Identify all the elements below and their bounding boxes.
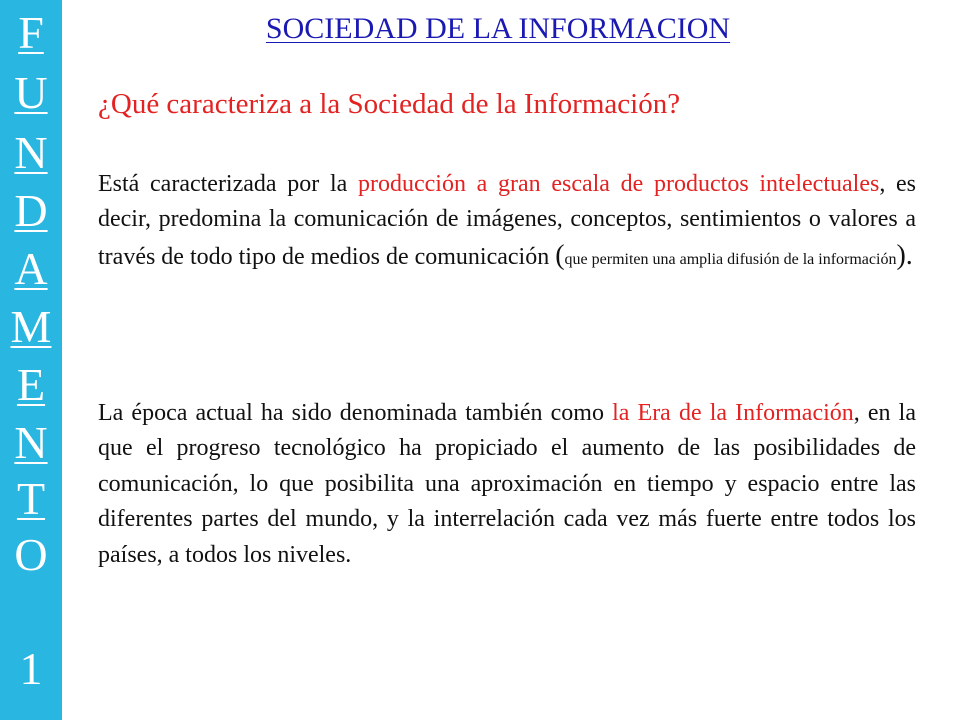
small-note-text: que permiten una amplia difusión de la información: [564, 250, 897, 268]
paragraph-information-era: [98, 396, 916, 573]
paragraph-text: , en la que el progreso tecnológico ha propiciado el aumento de las posibilidades de comunicación, lo que posibilita una aproximación en tiempo y espacio entre las diferentes partes del mundo, y la interrelación cada vez más fuerte entre todos los países, a todos los niveles.: [98, 400, 916, 568]
section-question: ¿Qué caracteriza a la Sociedad de la Información?: [98, 88, 681, 120]
sidebar-letter: O: [14, 529, 48, 580]
paren-open: (: [555, 239, 565, 271]
sidebar-letter: A: [14, 243, 48, 294]
sidebar-letter: T: [16, 473, 46, 524]
sidebar-letter: D: [14, 185, 48, 236]
paren-close: ).: [896, 239, 913, 271]
paragraph-text: Está caracterizada por la: [98, 171, 358, 197]
highlight-text: producción a gran escala de productos intelectuales: [357, 171, 880, 197]
highlight-text: la Era de la Información: [612, 400, 854, 426]
sidebar-letter: E: [16, 359, 46, 410]
sidebar-letter: M: [10, 301, 52, 352]
sidebar-letter: N: [14, 417, 48, 468]
sidebar-letter: N: [14, 127, 48, 178]
sidebar-banner: [0, 0, 62, 720]
paragraph-text: La época actual ha sido denominada también como: [98, 400, 613, 426]
paragraph-text: , es decir, predomina la comunicación de imágenes, conceptos, sentimientos o valores a través de todo tipo de medios de comunicación: [98, 171, 917, 270]
paragraph-characteristics: [98, 167, 916, 277]
page-title: SOCIEDAD DE LA INFORMACION: [265, 12, 731, 45]
sidebar-letter: U: [14, 67, 48, 118]
sidebar-number: 1: [19, 643, 43, 694]
sidebar-letter: F: [18, 7, 44, 58]
